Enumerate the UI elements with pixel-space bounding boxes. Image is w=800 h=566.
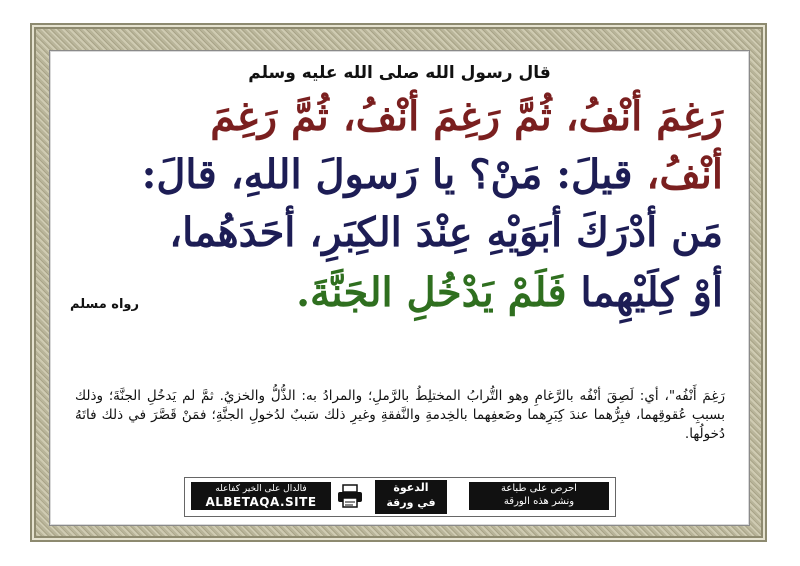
hadith-line-2-part-b: قيلَ: مَنْ؟ يا رَسولَ اللهِ، قالَ: <box>141 151 633 198</box>
hadith-line-2 <box>142 151 723 198</box>
print-note-line-2: ونشر هذه الورقة <box>503 496 575 507</box>
dawah-logo <box>375 480 447 514</box>
site-link[interactable]: ALBETAQA.SITE <box>205 495 317 509</box>
site-caption: فالدال على الخير كفاعله <box>215 484 307 494</box>
site-badge[interactable] <box>191 482 331 510</box>
hadith-line-1: رَغِمَ أنْفُ، ثُمَّ رَغِمَ أنْفُ، ثُمَّ رَغِمَ <box>210 93 723 140</box>
printer-icon <box>337 484 363 508</box>
hadith-line-4 <box>296 269 723 316</box>
hadith-line-4-part-a: أوْ كِلَيْهِما <box>566 269 723 316</box>
logo-line-1: الدعوة <box>393 481 429 494</box>
footer-bar <box>184 477 616 517</box>
narrator-label: رواه مسلم <box>70 297 139 312</box>
print-note-line-1: احرص على طباعة <box>501 483 577 494</box>
header-title: قال رسول الله صلى الله عليه وسلم <box>248 63 551 83</box>
logo-line-2: في ورقة <box>386 496 436 509</box>
hadith-line-4-part-b: فَلَمْ يَدْخُلِ الجَنَّةَ. <box>296 269 567 316</box>
card <box>49 50 750 526</box>
hadith-line-3: مَن أدْرَكَ أبَوَيْهِ عِنْدَ الكِبَرِ، أحَدَهُما، <box>169 209 723 256</box>
hadith-line-2-part-a: أنْفُ، <box>632 151 723 198</box>
print-note <box>469 482 609 510</box>
explanation-text: رَغِمَ أَنْفُه"، أي: لَصِقَ أنْفُه بالرَّغامِ وهو التُّرابُ المختلِطُ بالرَّملِ؛ والمرادُ به: الذُّلُّ والخزيُ. ثمَّ لم يَدخُلِ الجنَّةَ؛ وذلك بسببِ عُقوقِهما، فبِرُّهما عندَ كِبَرِهما وضَعفِهما بالخِدمةِ والنَّفقةِ وغيرِ ذلك سَببٌ لدُخولِ الجنَّةِ؛ فمَنْ قَصَّرَ في ذلك فاتَهُ دُخولُها. <box>75 388 725 442</box>
